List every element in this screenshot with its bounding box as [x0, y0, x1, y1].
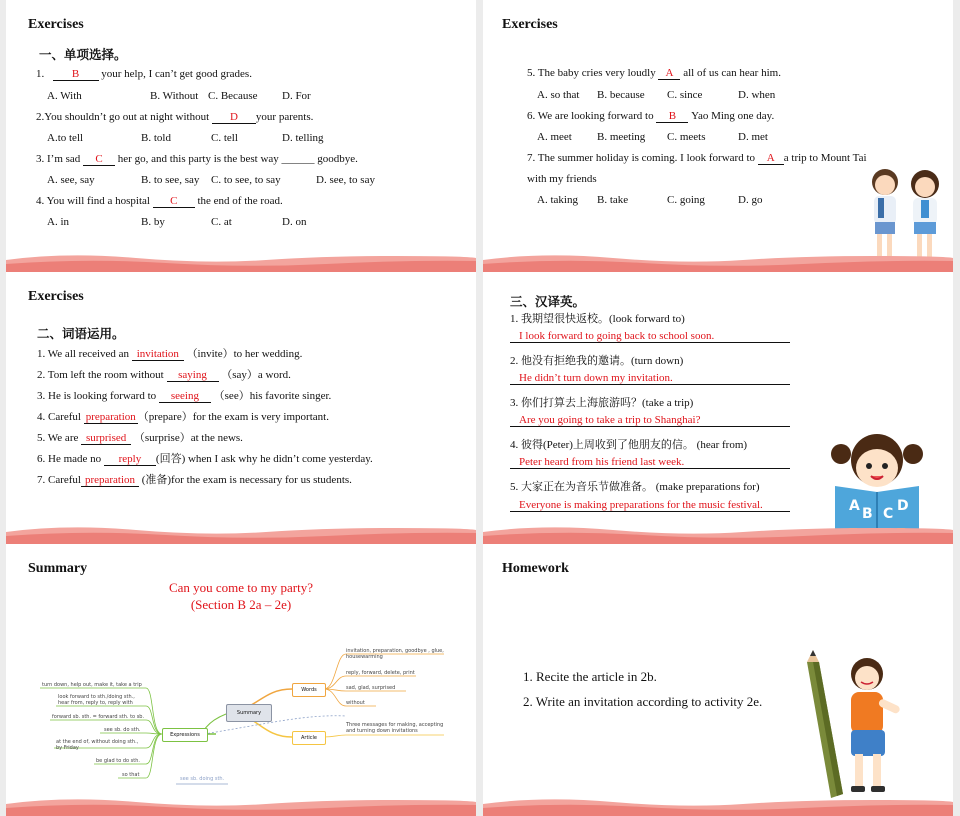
answer-blank: preparation — [85, 411, 136, 423]
option: C. to see, to say — [211, 174, 281, 186]
option: C. meets — [667, 131, 706, 143]
option: D. go — [738, 194, 763, 206]
option: B. by — [141, 216, 165, 228]
bottom-wave-decoration — [6, 524, 476, 544]
slide-homework[interactable] — [483, 544, 953, 816]
option: A. taking — [537, 194, 578, 206]
option: A. in — [47, 216, 69, 228]
homework-item: 1. Recite the article in 2b. — [523, 669, 657, 684]
bottom-wave-decoration — [6, 252, 476, 272]
translation-question: 1. 我期望很快返校。(look forward to) — [510, 313, 685, 325]
question-1: 1. B your help, I can’t get good grades. — [36, 68, 252, 80]
homework-item: 2. Write an invitation according to activity 2e. — [523, 694, 763, 709]
option: D. see, to say — [316, 174, 375, 186]
question-2: 2.You shouldn’t go out at night without D your parents. — [36, 111, 314, 123]
option: D. when — [738, 89, 776, 101]
option: D. For — [282, 90, 311, 102]
option: B. told — [141, 132, 171, 144]
mindmap-leaf: at the end of, without doing sth., — [56, 739, 139, 745]
slide-title: Summary — [28, 561, 88, 576]
translation-question: 5. 大家正在为音乐节做准备。 (make preparations for) — [510, 481, 760, 493]
question-7-line2: with my friends — [527, 173, 597, 185]
answer-blank: seeing — [159, 391, 211, 403]
question-6: 6. We are looking forward to B Yao Ming one day. — [527, 110, 775, 122]
book-letter: A — [849, 498, 860, 514]
translation-answer: Everyone is making preparations for the music festival. — [510, 499, 790, 512]
mindmap-expressions-node: Expressions — [162, 728, 208, 742]
slide-title: Exercises — [502, 17, 558, 32]
mindmap-leaf: turn down, help out, make it, take a trip — [42, 682, 142, 688]
slide-translation[interactable] — [483, 272, 953, 544]
question-5: 5. The baby cries very loudly A all of us can hear him. — [527, 67, 781, 79]
book-letter: D — [897, 498, 909, 514]
slide-title: Homework — [502, 561, 569, 576]
option: C. tell — [211, 132, 238, 144]
lesson-section: (Section B 2a – 2e) — [190, 597, 292, 612]
option: A. so that — [537, 89, 580, 101]
mindmap-leaf: hear from, reply to, reply with — [58, 700, 133, 706]
mindmap-leaf: look forward to sth./doing sth., — [58, 694, 135, 700]
word-use-item: 7. Careful preparation (准备)for the exam is necessary for us students. — [37, 474, 352, 486]
slide-title: Exercises — [28, 289, 84, 304]
answer-blank: A — [658, 68, 680, 80]
mindmap-leaf: Three messages for making, accepting — [346, 722, 444, 728]
mindmap-leaf: housewarming — [346, 654, 383, 660]
mindmap-leaf: see sb. doing sth. — [180, 776, 225, 782]
answer-blank: C — [83, 154, 115, 166]
slide-title: Exercises — [28, 17, 84, 32]
translation-question: 2. 他没有拒绝我的邀请。(turn down) — [510, 355, 684, 367]
bottom-wave-decoration — [483, 524, 953, 544]
mindmap-leaf: by Friday — [56, 745, 79, 751]
translation-answer: I look forward to going back to school soon. — [510, 330, 790, 343]
girl-with-pencil-illustration — [799, 648, 919, 804]
option: A. see, say — [47, 174, 95, 186]
option: C. Because — [208, 90, 258, 102]
bottom-wave-decoration — [483, 252, 953, 272]
option: C. at — [211, 216, 232, 228]
mindmap-center-node: Summary — [226, 704, 272, 722]
option: B. meeting — [597, 131, 646, 143]
word-use-item: 5. We are surprised （surprise）at the news. — [37, 432, 243, 444]
slide-exercises-1[interactable] — [6, 0, 476, 272]
mindmap-leaf: be glad to do sth. — [96, 758, 140, 764]
option: D. on — [282, 216, 307, 228]
answer-blank: invitation — [132, 349, 184, 361]
answer-blank: B — [656, 111, 688, 123]
option: B. Without — [150, 90, 199, 102]
mindmap-words-node: Words — [292, 683, 326, 697]
option: B. take — [597, 194, 629, 206]
option: C. going — [667, 194, 705, 206]
mindmap-leaf: and turning down invitations — [346, 728, 418, 734]
book-letter: B — [862, 506, 873, 522]
option: A.to tell — [47, 132, 84, 144]
answer-blank: D — [212, 112, 256, 124]
option: B. because — [597, 89, 645, 101]
word-use-item: 6. He made no reply (回答) when I ask why he didn’t come yesterday. — [37, 453, 373, 465]
translation-question: 3. 你们打算去上海旅游吗？(take a trip) — [510, 397, 694, 409]
mindmap-article-node: Article — [292, 731, 326, 745]
translation-question: 4. 彼得(Peter)上周收到了他朋友的信。 (hear from) — [510, 439, 748, 451]
slide-summary[interactable] — [6, 544, 476, 816]
answer-blank: C — [153, 196, 195, 208]
word-use-item: 2. Tom left the room without saying （say）a word. — [37, 369, 291, 381]
section-heading: 三、汉译英。 — [510, 294, 586, 309]
answer-blank: B — [53, 69, 99, 81]
mindmap-leaf: see sb. do sth. — [104, 727, 141, 733]
section-heading: 二、词语运用。 — [37, 326, 125, 341]
word-use-item: 4. Careful preparation （prepare）for the exam is very important. — [37, 411, 329, 423]
question-7: 7. The summer holiday is coming. I look forward to A a trip to Mount Tai — [527, 152, 867, 164]
translation-answer: Peter heard from his friend last week. — [510, 456, 790, 469]
word-use-item: 3. He is looking forward to seeing （see）his favorite singer. — [37, 390, 332, 402]
word-use-item: 1. We all received an invitation （invite）to her wedding. — [37, 348, 303, 360]
option: D. telling — [282, 132, 324, 144]
answer-blank: preparation — [81, 475, 139, 487]
section-heading: 一、单项选择。 — [39, 47, 127, 62]
translation-answer: He didn’t turn down my invitation. — [510, 372, 790, 385]
option: D. met — [738, 131, 768, 143]
girl-reading-book-illustration — [829, 432, 927, 536]
mindmap-leaf: sad, glad, surprised — [346, 685, 396, 691]
question-3: 3. I’m sad C her go, and this party is the best way ______ goodbye. — [36, 153, 358, 165]
question-4: 4. You will find a hospital C the end of the road. — [36, 195, 283, 207]
lesson-title: Can you come to my party? — [168, 580, 314, 595]
answer-blank: saying — [167, 370, 219, 382]
translation-answer: Are you going to take a trip to Shanghai? — [510, 414, 790, 427]
option: A. meet — [537, 131, 572, 143]
option: A. With — [47, 90, 82, 102]
option: C. since — [667, 89, 703, 101]
mindmap-leaf: without — [346, 700, 365, 706]
slide-exercises-2[interactable] — [483, 0, 953, 272]
bottom-wave-decoration — [483, 796, 953, 816]
mindmap-leaf: forward sb. sth. = forward sth. to sb. — [52, 714, 145, 720]
mindmap-leaf: so that — [122, 772, 140, 778]
bottom-wave-decoration — [6, 796, 476, 816]
answer-blank: A — [758, 153, 784, 165]
option: B. to see, say — [141, 174, 200, 186]
answer-blank: surprised — [81, 433, 131, 445]
book-letter: C — [883, 506, 894, 522]
answer-blank: reply — [104, 454, 156, 466]
mindmap-leaf: reply, forward, delete, print — [346, 670, 415, 676]
slide-exercises-3[interactable] — [6, 272, 476, 544]
mindmap-leaf: invitation, preparation, goodbye , glue, — [346, 648, 444, 654]
